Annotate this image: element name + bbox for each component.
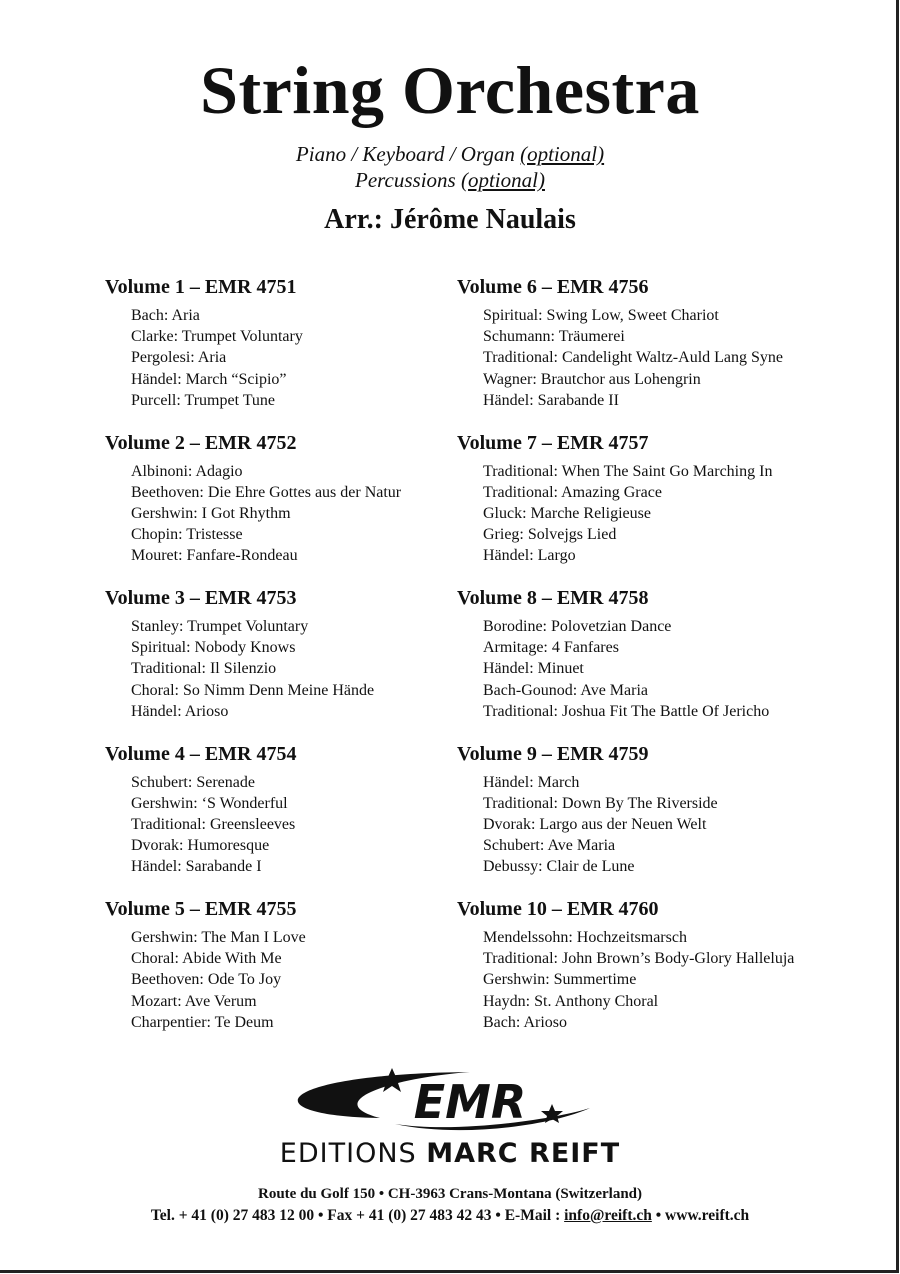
piece-item: Händel: Sarabande II: [483, 391, 619, 409]
piece-item: Bach: Arioso: [483, 1013, 567, 1031]
volume-heading: Volume 2 – EMR 4752: [105, 431, 297, 454]
volume-section: [105, 896, 450, 1052]
publisher-address: Route du Golf 150 • CH-3963 Crans-Montana (Switzerland): [258, 1186, 642, 1202]
volume-heading: Volume 10 – EMR 4760: [457, 898, 659, 920]
piece-item: Gershwin: Summertime: [483, 971, 637, 989]
volume-heading: Volume 8 – EMR 4758: [457, 587, 649, 609]
piece-item: Traditional: Joshua Fit The Battle Of Jericho: [483, 702, 770, 720]
volume-heading: Volume 6 – EMR 4756: [457, 276, 649, 298]
volume-heading: Volume 9 – EMR 4759: [457, 742, 649, 765]
piece-item: Wagner: Brautchor aus Lohengrin: [483, 370, 701, 388]
piece-item: Traditional: Amazing Grace: [483, 483, 662, 501]
piece-item: Choral: So Nimm Denn Meine Hände: [131, 681, 375, 699]
volume-heading: Volume 3 – EMR 4753: [105, 587, 297, 609]
piece-item: Traditional: Down By The Riverside: [483, 794, 718, 812]
piece-item: Debussy: Clair de Lune: [483, 858, 635, 876]
piece-item: Händel: Arioso: [131, 702, 229, 720]
piece-item: Beethoven: Die Ehre Gottes aus der Natur: [131, 483, 402, 501]
piece-item: Traditional: Candelight Waltz-Auld Lang Syne: [483, 349, 784, 367]
piece-item: Albinoni: Adagio: [131, 462, 243, 480]
volume-section: [105, 585, 450, 741]
volume-heading: Volume 1 – EMR 4751: [105, 276, 297, 298]
piece-item: Mouret: Fanfare-Rondeau: [131, 547, 298, 565]
publisher-word-reift: REIFT: [529, 1138, 621, 1169]
instrumentation-percussion: Percussions: [355, 168, 461, 192]
instrumentation-line-1: [0, 141, 900, 167]
piece-item: Bach-Gounod: Ave Maria: [483, 681, 648, 699]
volume-section: [457, 896, 887, 1052]
instrumentation-keyboard: Piano / Keyboard / Organ: [295, 142, 521, 166]
piece-item: Händel: Largo: [483, 547, 576, 565]
publisher-name: [0, 1139, 900, 1169]
piece-item: Schubert: Serenade: [131, 773, 255, 791]
piece-item: Traditional: When The Saint Go Marching In: [483, 462, 773, 480]
piece-item: Händel: March “Scipio”: [131, 370, 287, 388]
piece-item: Bach: Aria: [131, 307, 200, 324]
page-title: String Orchestra: [200, 52, 700, 128]
piece-item: Schubert: Ave Maria: [483, 837, 616, 855]
optional-note-1: (optional): [520, 142, 605, 166]
publisher-word-editions: EDITIONS: [279, 1138, 427, 1169]
piece-item: Borodine: Polovetzian Dance: [483, 618, 672, 635]
piece-item: Schumann: Träumerei: [483, 328, 625, 346]
piece-item: Chopin: Tristesse: [131, 526, 243, 544]
emr-logo-graphic: [230, 1068, 670, 1140]
piece-item: Spiritual: Swing Low, Sweet Chariot: [483, 307, 719, 324]
volume-section: [457, 274, 887, 430]
instrumentation-line-2: [0, 167, 900, 193]
contact-phone-fax: Tel. + 41 (0) 27 483 12 00 • Fax + 41 (0) 27 483 42 43 • E-Mail :: [150, 1207, 565, 1224]
piece-item: Traditional: Greensleeves: [131, 815, 296, 833]
volume-heading: Volume 5 – EMR 4755: [105, 898, 297, 920]
piece-item: Clarke: Trumpet Voluntary: [131, 328, 303, 346]
piece-item: Armitage: 4 Fanfares: [483, 639, 619, 657]
piece-item: Charpentier: Te Deum: [131, 1013, 274, 1031]
publisher-contact: [0, 1206, 900, 1226]
emr-logo-text: EMR: [413, 1075, 527, 1129]
piece-item: Händel: Sarabande I: [131, 858, 262, 876]
piece-item: Grieg: Solvejgs Lied: [483, 526, 617, 544]
arranger-credit: Arr.: Jérôme Naulais: [324, 204, 576, 235]
piece-item: Stanley: Trumpet Voluntary: [131, 618, 309, 635]
piece-item: Händel: Minuet: [483, 660, 584, 678]
piece-item: Choral: Abide With Me: [131, 950, 282, 968]
volume-column-left: [105, 274, 450, 1052]
volume-section: [105, 274, 450, 430]
volume-column-right: [457, 274, 887, 1052]
piece-item: Pergolesi: Aria: [131, 349, 227, 367]
volume-section: [457, 430, 887, 586]
piece-item: Gluck: Marche Religieuse: [483, 504, 651, 522]
piece-item: Spiritual: Nobody Knows: [131, 639, 296, 657]
piece-item: Traditional: John Brown’s Body-Glory Halleluja: [483, 950, 795, 968]
piece-item: Gershwin: The Man I Love: [131, 929, 306, 946]
publisher-word-marc: MARC: [426, 1138, 530, 1169]
piece-item: Gershwin: I Got Rhythm: [131, 504, 291, 522]
volume-heading: Volume 7 – EMR 4757: [457, 431, 649, 454]
website-text: • www.reift.ch: [651, 1207, 750, 1224]
volume-section: [457, 585, 887, 741]
volume-section: [105, 741, 450, 897]
piece-item: Purcell: Trumpet Tune: [131, 391, 276, 409]
piece-item: Beethoven: Ode To Joy: [131, 971, 282, 989]
piece-item: Haydn: St. Anthony Choral: [483, 992, 659, 1010]
piece-item: Mozart: Ave Verum: [131, 992, 257, 1010]
piece-item: Dvorak: Humoresque: [131, 837, 270, 855]
piece-item: Gershwin: ‘S Wonderful: [131, 794, 288, 812]
piece-item: Mendelssohn: Hochzeitsmarsch: [483, 929, 687, 946]
volume-section: [457, 741, 887, 897]
optional-note-2: (optional): [460, 168, 545, 192]
volume-section: [105, 430, 450, 586]
email-link[interactable]: info@reift.ch: [564, 1207, 652, 1224]
piece-item: Dvorak: Largo aus der Neuen Welt: [483, 815, 707, 833]
piece-item: Traditional: Il Silenzio: [131, 660, 277, 678]
volume-heading: Volume 4 – EMR 4754: [105, 742, 297, 765]
piece-item: Händel: March: [483, 773, 580, 791]
